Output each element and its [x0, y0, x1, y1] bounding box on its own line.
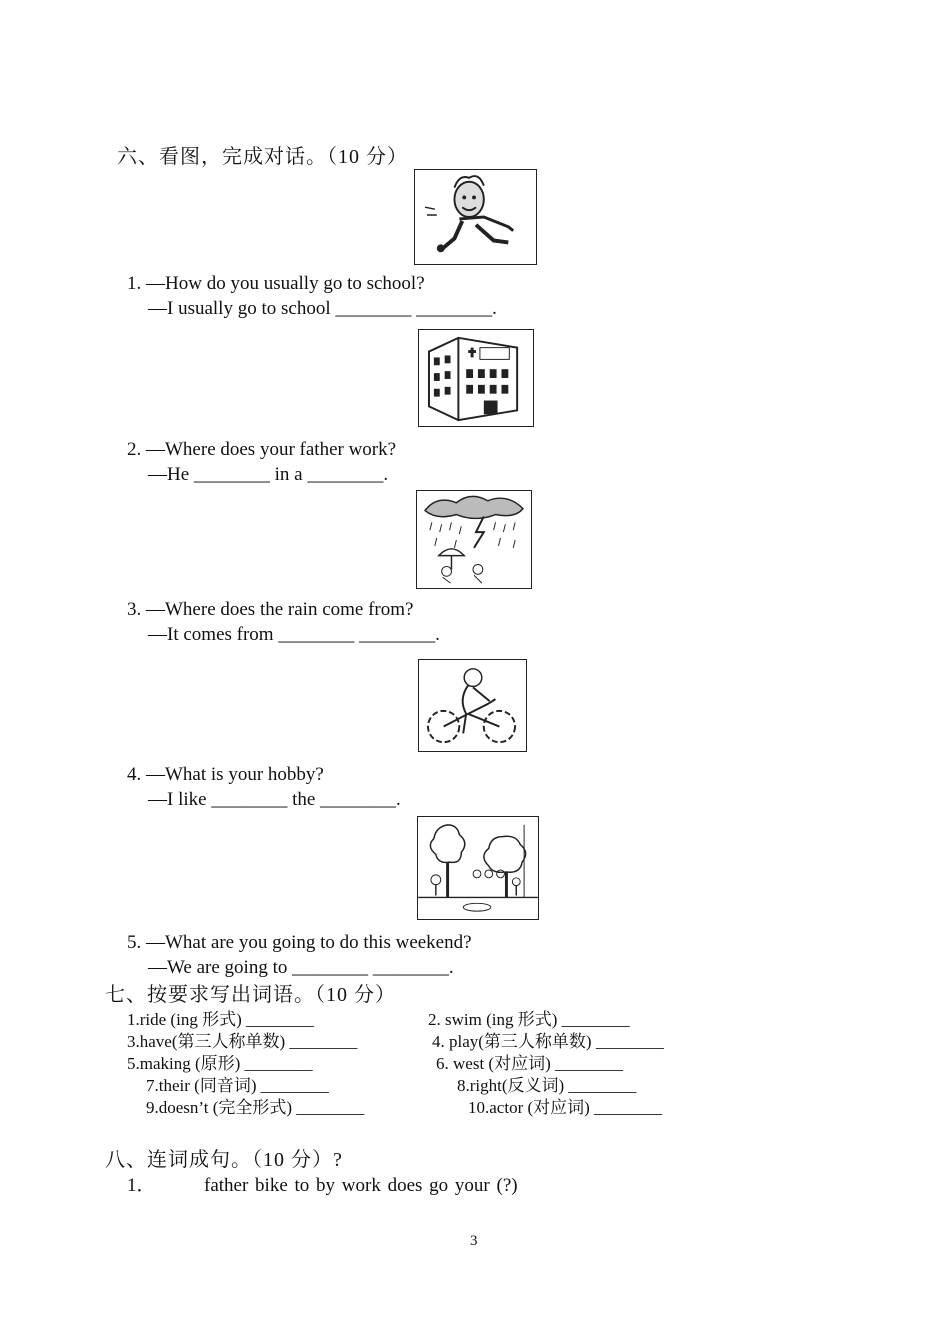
cycling-illustration — [418, 659, 527, 752]
question-1: 1. —How do you usually go to school? — [127, 273, 425, 294]
word-item-8: 8.right(反义词) ________ — [457, 1076, 637, 1095]
rain-storm-illustration — [416, 490, 532, 589]
question-2: 2. —Where does your father work? — [127, 439, 397, 460]
word-item-4: 4. play(第三人称单数) ________ — [432, 1032, 664, 1051]
sentence-1-number: 1． — [127, 1175, 156, 1196]
boy-running-illustration — [414, 169, 537, 265]
word-item-6: 6. west (对应词) ________ — [436, 1054, 623, 1073]
hospital-building-illustration — [418, 329, 534, 427]
answer-1: —I usually go to school ________ ________. — [148, 298, 497, 319]
word-item-5: 5.making (原形) ________ — [127, 1054, 313, 1073]
question-3: 3. —Where does the rain come from? — [127, 599, 414, 620]
question-4: 4. —What is your hobby? — [127, 764, 324, 785]
word-item-1: 1.ride (ing 形式) ________ — [127, 1010, 314, 1029]
question-5: 5. —What are you going to do this weekend? — [127, 932, 472, 953]
page-number: 3 — [470, 1233, 478, 1249]
word-item-7: 7.their (同音词) ________ — [146, 1076, 329, 1095]
answer-3: —It comes from ________ ________. — [148, 624, 440, 645]
answer-5: —We are going to ________ ________. — [148, 957, 454, 978]
answer-4: —I like ________ the ________. — [148, 789, 401, 810]
sentence-1-words: father bike to by work does go your (?) — [204, 1175, 518, 1196]
park-trees-illustration — [417, 816, 539, 920]
word-item-10: 10.actor (对应词) ________ — [468, 1098, 663, 1117]
section-6-heading: 六、看图，完成对话。（10 分） — [117, 146, 408, 168]
section-7-heading: 七、按要求写出词语。（10 分） — [105, 984, 396, 1006]
word-item-3: 3.have(第三人称单数) ________ — [127, 1032, 358, 1051]
word-item-9: 9.doesn’t (完全形式) ________ — [146, 1098, 365, 1117]
answer-2: —He ________ in a ________. — [148, 464, 389, 485]
word-item-2: 2. swim (ing 形式) ________ — [428, 1010, 630, 1029]
section-8-heading: 八、连词成句。（10 分）? — [105, 1149, 343, 1171]
